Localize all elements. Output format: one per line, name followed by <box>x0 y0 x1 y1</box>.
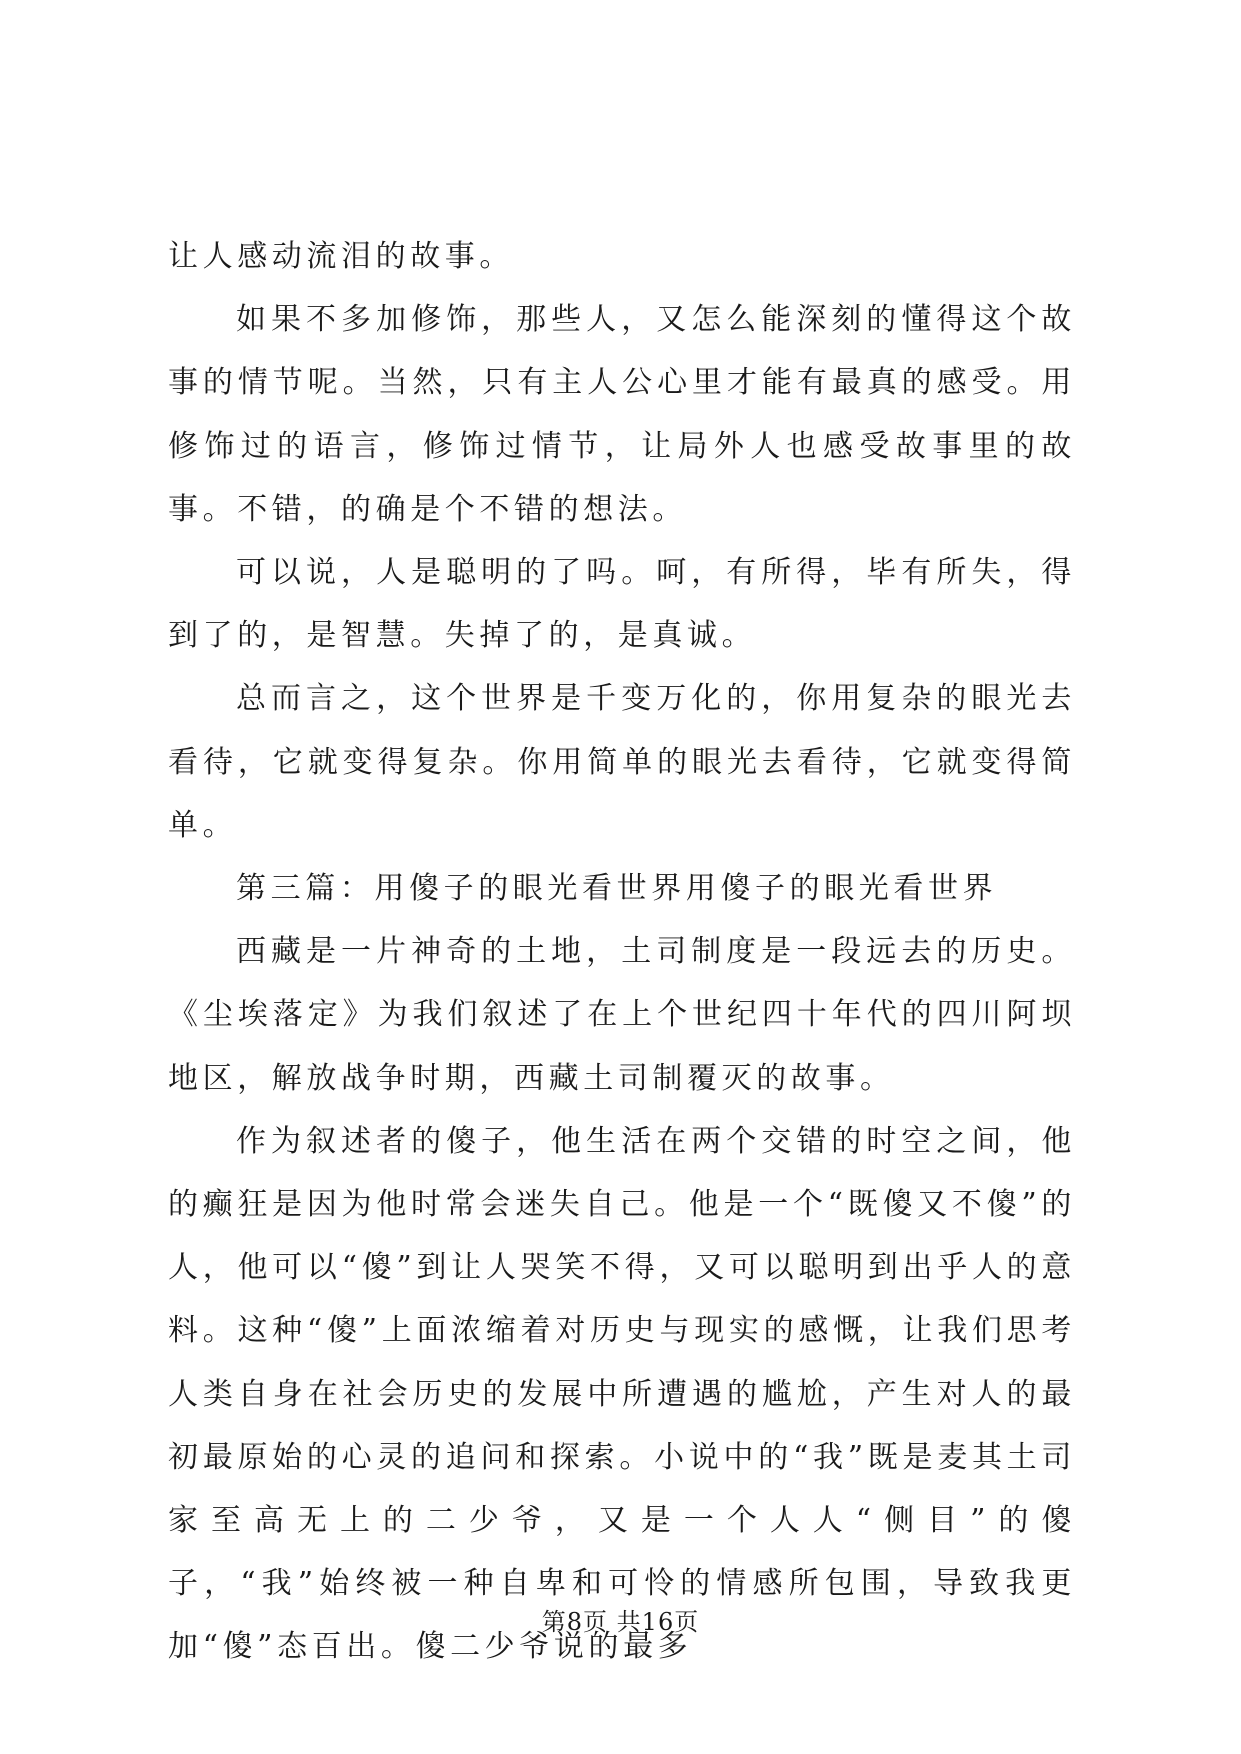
section-heading: 第三篇：用傻子的眼光看世界用傻子的眼光看世界 <box>236 871 998 907</box>
paragraph: 西藏是一片神奇的土地，土司制度是一段远去的历史。《尘埃落定》为我们叙述了在上个世纪四十年代的四川阿坝地区，解放战争时期，西藏土司制覆灭的故事。 <box>168 934 1076 1096</box>
paragraph: 如果不多加修饰，那些人，又怎么能深刻的懂得这个故事的情节呢。当然，只有主人公心里才能有最真的感受。用修饰过的语言，修饰过情节，让局外人也感受故事里的故事。不错，的确是个不错的想法。 <box>168 302 1076 527</box>
paragraph: 总而言之，这个世界是千变万化的，你用复杂的眼光去看待，它就变得复杂。你用简单的眼光去看待，它就变得简单。 <box>168 681 1076 843</box>
paragraph: 可以说，人是聪明的了吗。呵，有所得，毕有所失，得到了的，是智慧。失掉了的，是真诚。 <box>168 555 1076 654</box>
paragraph-continued: 让人感动流泪的故事。 <box>168 239 514 274</box>
paragraph: 作为叙述者的傻子，他生活在两个交错的时空之间，他的癫狂是因为他时常会迷失自己。他是一个“既傻又不傻”的人，他可以“傻”到让人哭笑不得，又可以聪明到出乎人的意料。这种“傻”上面浓缩着对历史与现实的感慨，让我们思考人类自身在社会历史的发展中所遭遇的尴尬，产生对人的最初最原始的心灵的追问和探索。小说中的“我”既是麦其土司家至高无上的二少爷，又是一个人人“侧目”的傻子，“我”始终被一种自卑和可怜的情感所包围，导致我更加“傻”态百出。傻二少爷说的最多 <box>168 1123 1076 1665</box>
page-footer: 第8页 共16页 <box>541 1608 700 1636</box>
body-text <box>168 225 1076 1679</box>
